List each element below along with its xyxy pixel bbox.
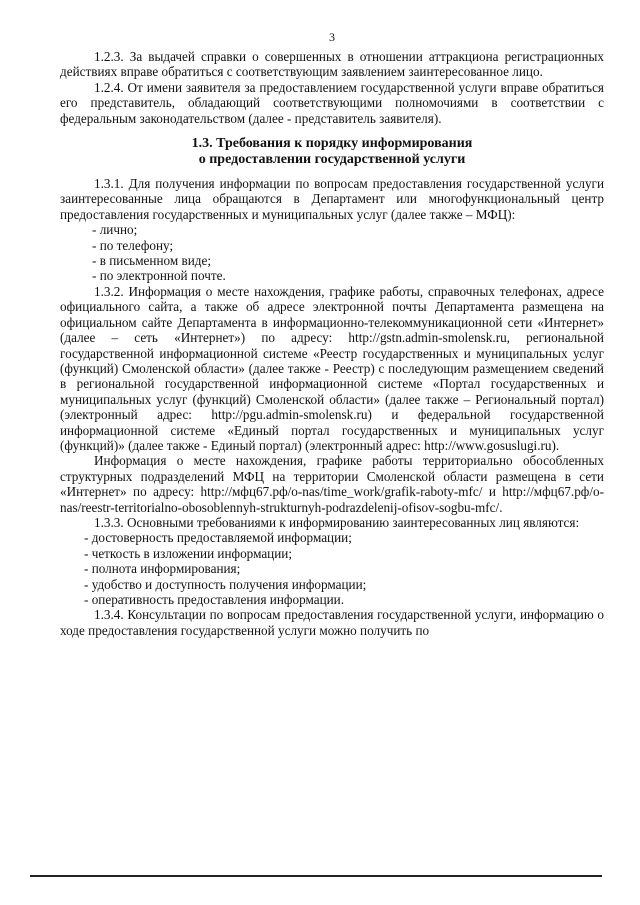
- bottom-rule: [30, 875, 602, 877]
- paragraph-1-3-2: 1.3.2. Информация о месте нахождения, графике работы, справочных телефонах, адресе официального сайта, а также об адресе электронной почты Департамента размещена на официальном сайте Департамента в информационно-телекоммуникационной сети «Интернет» (далее – сеть «Интернет») по адресу: http://gstn.admin-smolensk.ru, региональной государственной информационной системе «Реестр государственных и муниципальных услуг (функций) Смоленской области» (далее также - Реестр) с последующим размещением сведений в региональной государственной информационной системе «Портал государственных и муниципальных услуг (функций) Смоленской области» (далее также – Региональный портал) (электронный адрес: http://pgu.admin-smolensk.ru) и федеральной государственной информационной системе «Единый портал государственных и муниципальных услуг (функций)» (далее также - Единый портал) (электронный адрес: http://www.gosuslugi.ru).: [60, 283, 604, 453]
- section-heading: [60, 136, 604, 168]
- paragraph-1-3-4: 1.3.4. Консультации по вопросам предоставления государственной услуги, информацию о ходе предоставления государственной услуги можно получить по: [60, 607, 604, 638]
- list-item: - по электронной почте.: [92, 268, 226, 284]
- section-heading-line-1: 1.3. Требования к порядку информирования: [191, 136, 473, 152]
- paragraph-1-2-4: 1.2.4. От имени заявителя за предоставлением государственной услуги вправе обратиться его представитель, обладающий соответствующими полномочиями в соответствии с федеральным законодательством (далее - представитель заявителя).: [60, 79, 604, 126]
- list-item: - оперативность предоставления информации.: [84, 592, 345, 607]
- requirements-list: [60, 530, 604, 607]
- paragraph-1-3-1: 1.3.1. Для получения информации по вопросам предоставления государственной услуги заинтересованные лица обращаются в Департамент или многофункциональный центр предоставления государственных и муниципальных услуг (далее также – МФЦ):: [60, 176, 604, 222]
- list-item: - полнота информирования;: [84, 561, 241, 577]
- list-item: - лично;: [92, 222, 138, 238]
- paragraph-mfc-info: Информация о месте нахождения, графике работы территориально обособленных структурных подразделений МФЦ на территории Смоленской области размещена в сети «Интернет» по адресу: http://мфц67.рф/o-nas/time_work/grafik-raboty-mfc/ и http://мфц67.рф/o-nas/reestr-territorialno-obosoblennyh-strukturnyh-podrazdelenij-ofisov-sogbu-mfc/.: [60, 453, 604, 515]
- list-item: - в письменном виде;: [92, 253, 212, 269]
- list-item: - четкость в изложении информации;: [84, 545, 293, 561]
- contact-methods-list: [60, 222, 604, 284]
- paragraph-1-3-3: 1.3.3. Основными требованиями к информированию заинтересованных лиц являются:: [94, 514, 580, 530]
- list-item: - достоверность предоставляемой информации;: [84, 530, 352, 546]
- list-item: - удобство и доступность получения информации;: [84, 576, 367, 592]
- section-heading-line-2: о предоставлении государственной услуги: [198, 152, 466, 168]
- page-number: 3: [329, 30, 335, 44]
- list-item: - по телефону;: [92, 237, 174, 253]
- paragraph-1-2-3: 1.2.3. За выдачей справки о совершенных в отношении аттракциона регистрационных действиях вправе обратиться с соответствующим заявлением заинтересованное лицо.: [60, 49, 604, 80]
